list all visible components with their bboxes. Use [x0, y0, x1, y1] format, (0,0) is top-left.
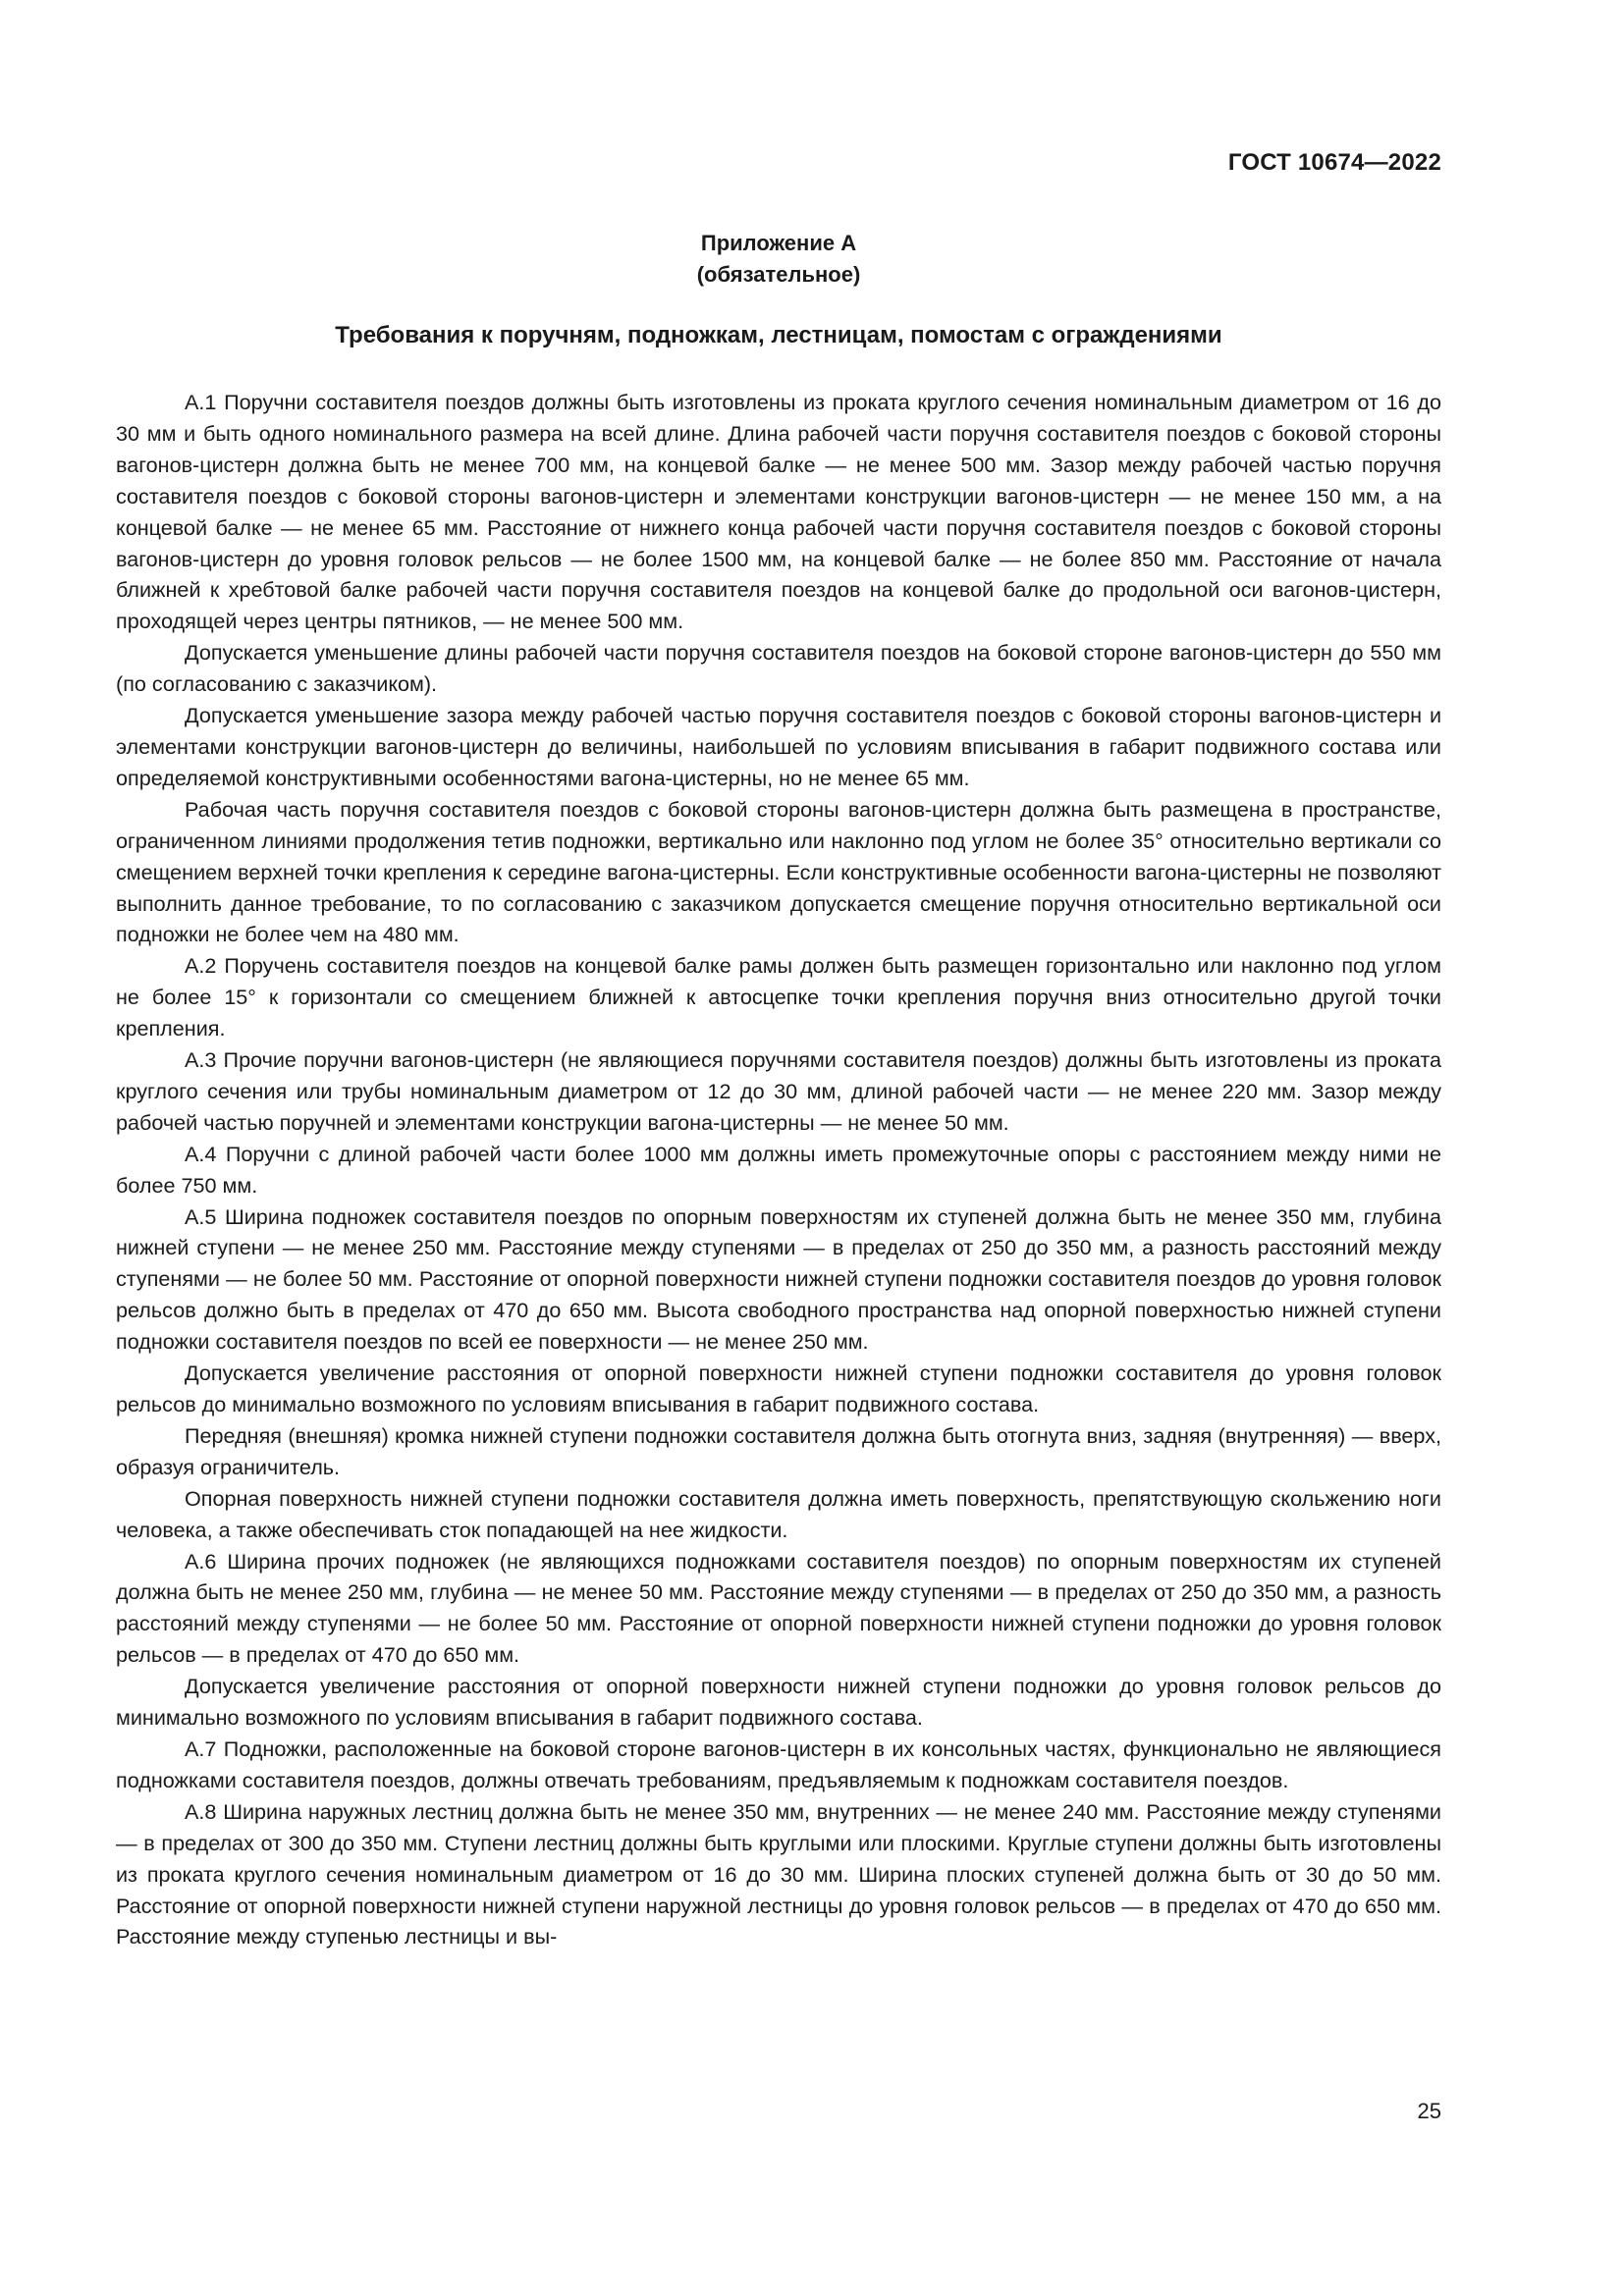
appendix-title: Приложение А [700, 231, 857, 255]
paragraph: Допускается уменьшение зазора между рабочей частью поручня составителя поездов с боковой стороны вагонов-цистерн и элементами конструкции вагонов-цистерн до величины, наибольшей по условиям вписывания в габарит подвижного состава или определяемой конструктивными особенностями вагона-цистерны, но не менее 65 мм. [116, 703, 1441, 790]
document-page [116, 0, 1441, 2296]
body-text [116, 387, 1441, 1952]
paragraph: Рабочая часть поручня составителя поездов с боковой стороны вагонов-цистерн должна быть размещена в пространстве, ограниченном линиями продолжения тетив подножки, вертикально или наклонно под углом не более 35° относительно вертикали со смещением верхней точки крепления к середине вагона-цистерны. Если конструктивные особенности вагона-цистерны не позволяют выполнить данное требование, то по согласованию с заказчиком допускается смещение поручня относительно вертикальной оси подножки не более чем на 480 мм. [116, 796, 1441, 947]
standard-number: ГОСТ 10674—2022 [1227, 149, 1441, 176]
appendix-status: (обязательное) [696, 262, 861, 287]
paragraph: А.7 Подножки, расположенные на боковой стороне вагонов-цистерн в их консольных частях, функционально не являющиеся подножками составителя поездов, должны отвечать требованиям, предъявляемым к подножкам составителя поездов. [116, 1735, 1441, 1792]
paragraph: А.2 Поручень составителя поездов на концевой балке рамы должен быть размещен горизонтально или наклонно под углом не более 15° к горизонтали со смещением ближней к автосцепке точки крепления поручня вниз относительно другой точки крепления. [116, 953, 1441, 1041]
paragraph: Допускается увеличение расстояния от опорной поверхности нижней ступени подножки составителя до уровня головок рельсов до минимально возможного по условиям вписывания в габарит подвижного состава. [116, 1361, 1441, 1416]
paragraph: А.8 Ширина наружных лестниц должна быть не менее 350 мм, внутренних — не менее 240 мм. Расстояние между ступенями — в пределах от 300 до 350 мм. Ступени лестниц должны быть круглыми или плоскими. Круглые ступени должны быть изготовлены из проката круглого сечения номинальным диаметром от 16 до 30 мм. Ширина плоских ступеней должна быть от 30 до 50 мм. Расстояние от опорной поверхности нижней ступени наружной лестницы до уровня головок рельсов — в пределах от 470 до 650 мм. Расстояние между ступенью лестницы и вы- [116, 1798, 1441, 1949]
paragraph: А.4 Поручни с длиной рабочей части более 1000 мм должны иметь промежуточные опоры с расстоянием между ними не более 750 мм. [116, 1141, 1441, 1198]
paragraph: Опорная поверхность нижней ступени подножки составителя должна иметь поверхность, препятствующую скольжению ноги человека, а также обеспечивать сток попадающей на нее жидкости. [116, 1485, 1441, 1542]
paragraph: Допускается уменьшение длины рабочей части поручня составителя поездов на боковой стороне вагонов-цистерн до 550 мм (по согласованию с заказчиком). [116, 640, 1441, 697]
page-number: 25 [1417, 2099, 1441, 2123]
appendix-title-block [116, 228, 1441, 291]
appendix-heading: Требования к поручням, подножкам, лестницам, помостам с ограждениями [335, 322, 1222, 348]
paragraph: Допускается увеличение расстояния от опорной поверхности нижней ступени подножки до уровня головок рельсов до минимально возможного по условиям вписывания в габарит подвижного состава. [116, 1674, 1441, 1731]
paragraph: А.1 Поручни составителя поездов должны быть изготовлены из проката круглого сечения номинальным диаметром от 16 до 30 мм и быть одного номинального размера на всей длине. Длина рабочей части поручня составителя поездов с боковой стороны вагонов-цистерн должна быть не менее 700 мм, на концевой балке — не менее 500 мм. Зазор между рабочей частью поручня составителя поездов с боковой стороны вагонов-цистерн и элементами конструкции вагонов-цистерн — не менее 150 мм, а на концевой балке — не менее 65 мм. Расстояние от нижнего конца рабочей части поручня составителя поездов с боковой стороны вагонов-цистерн до уровня головок рельсов — не более 1500 мм, на концевой балке — не более 850 мм. Расстояние от начала ближней к хребтовой балке рабочей части поручня составителя поездов на концевой балке до продольной оси вагонов-цистерн, проходящей через центры пятников, — не менее 500 мм. [116, 390, 1441, 634]
paragraph: А.5 Ширина подножек составителя поездов по опорным поверхностям их ступеней должна быть не менее 350 мм, глубина нижней ступени — не менее 250 мм. Расстояние между ступенями — в пределах от 250 до 350 мм, а разность расстояний между ступенями — не более 50 мм. Расстояние от опорной поверхности нижней ступени подножки составителя поездов до уровня головок рельсов должно быть в пределах от 470 до 650 мм. Высота свободного пространства над опорной поверхностью нижней ступени подножки составителя поездов по всей ее поверхности — не менее 250 мм. [116, 1203, 1441, 1355]
paragraph: А.3 Прочие поручни вагонов-цистерн (не являющиеся поручнями составителя поездов) должны быть изготовлены из проката круглого сечения или трубы номинальным диаметром от 12 до 30 мм, длиной рабочей части — не менее 220 мм. Зазор между рабочей частью поручней и элементами конструкции вагона-цистерны — не менее 50 мм. [116, 1047, 1441, 1135]
paragraph: А.6 Ширина прочих подножек (не являющихся подножками составителя поездов) по опорным поверхностям их ступеней должна быть не менее 250 мм, глубина — не менее 50 мм. Расстояние между ступенями — в пределах от 250 до 350 мм, а разность расстояний между ступенями — не более 50 мм. Расстояние от опорной поверхности нижней ступени подножки до уровня головок рельсов — в пределах от 470 до 650 мм. [116, 1548, 1441, 1668]
paragraph: Передняя (внешняя) кромка нижней ступени подножки составителя должна быть отогнута вниз, задняя (внутренняя) — вверх, образуя ограничитель. [116, 1422, 1441, 1479]
